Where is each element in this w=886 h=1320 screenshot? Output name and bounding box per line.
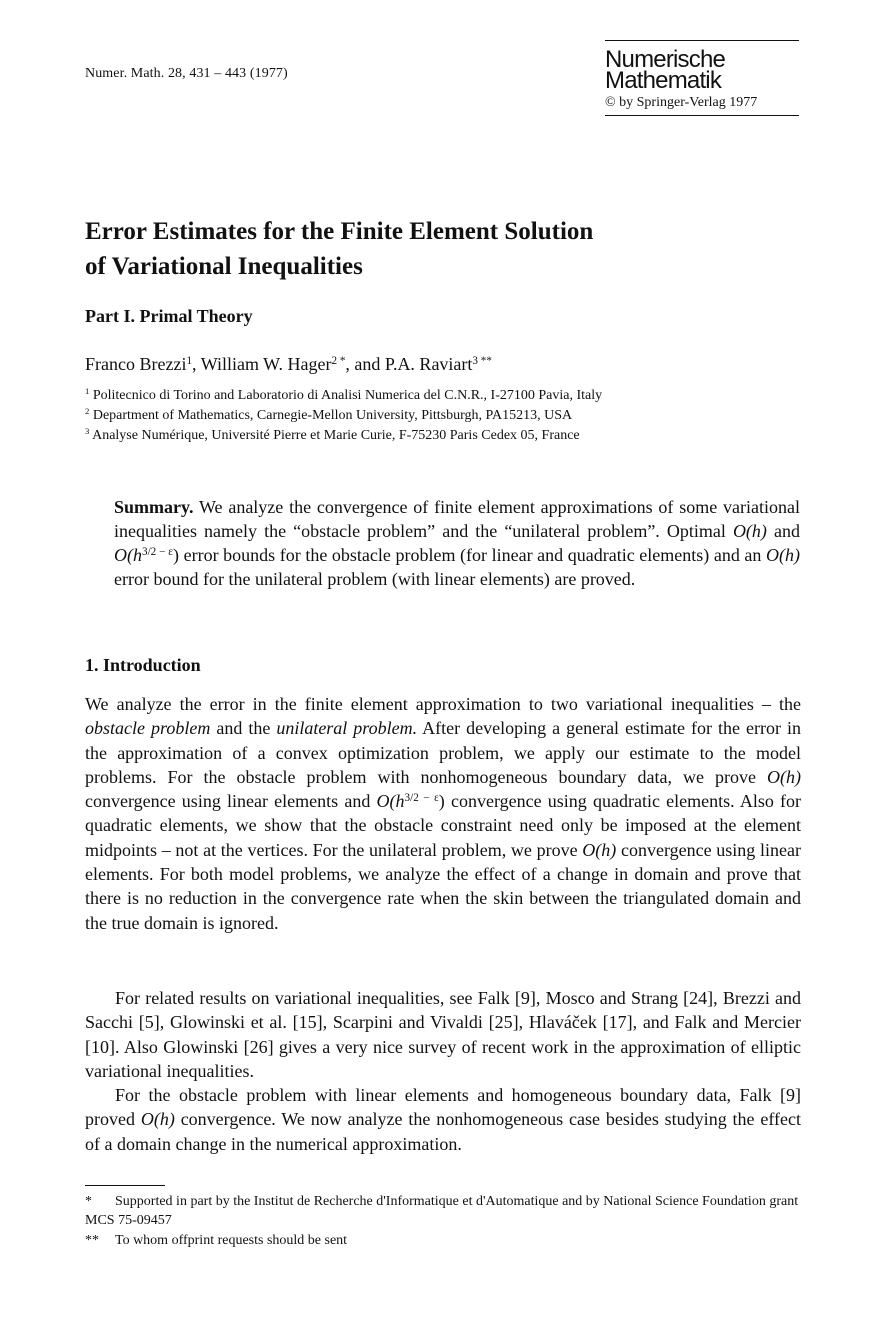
affiliation-number: 3 (85, 426, 90, 437)
math-expression: ) (438, 791, 445, 812)
body-paragraph (85, 692, 801, 935)
author-affil-mark: 1 (186, 354, 193, 367)
paragraph-text: After developing a general estimate for the error in the approximation of a convex optimization problem, we apply our estimate to the model problems. For the obstacle problem with nonhomogeneous boundary data, we prove (85, 718, 801, 787)
paragraph-text: convergence using linear elements and (85, 791, 377, 812)
footnote-divider (85, 1185, 165, 1186)
affiliation (85, 428, 580, 444)
author-affil-mark: 2 * (331, 354, 346, 367)
math-expression: O(h) (766, 545, 801, 565)
affiliation (85, 408, 572, 424)
journal-citation: Numer. Math. 28, 431 – 443 (1977) (85, 66, 288, 81)
affiliation-text: Department of Mathematics, Carnegie-Mellon University, Pittsburgh, PA15213, USA (92, 408, 573, 423)
math-expression: O(h) (140, 1109, 175, 1130)
paragraph-text: convergence. We now analyze the nonhomogeneous case besides studying the effect of a domain change in the numerical approximation. (85, 1109, 802, 1154)
footnote (85, 1231, 801, 1250)
emphasis-text: unilateral problem. (276, 718, 418, 739)
author-list (85, 354, 492, 375)
author-name: P.A. Raviart (384, 354, 473, 374)
paragraph-text: We analyze the error in the finite element approximation to two variational inequalities – the (85, 694, 801, 714)
paragraph-text: and the (210, 718, 277, 739)
footnote-mark: ** (85, 1233, 99, 1248)
title-line-1: Error Estimates for the Finite Element Solution (85, 218, 594, 245)
author-separator: , (192, 354, 201, 374)
footnote-text: To whom offprint requests should be sent (115, 1233, 348, 1248)
author-separator: , and (345, 354, 385, 374)
summary-label: Summary. (114, 497, 194, 517)
author-name: Franco Brezzi (85, 354, 187, 374)
affiliation-text: Politecnico di Torino and Laboratorio di Analisi Numerica del C.N.R., I-27100 Pavia, Italy (92, 388, 603, 403)
footnote-mark: * (85, 1194, 92, 1209)
math-expression: ) (173, 545, 179, 565)
masthead-bottom-rule (605, 115, 799, 116)
affiliation-text: Analyse Numérique, Université Pierre et Marie Curie, F-75230 Paris Cedex 05, France (92, 428, 580, 443)
paper-subtitle: Part I. Primal Theory (85, 306, 253, 326)
math-expression: O(h) (732, 521, 767, 541)
math-exponent: 3/2 − ε (404, 792, 439, 805)
summary-text: error bounds for the obstacle problem (for linear and quadratic elements) and an (179, 545, 767, 565)
math-expression: O(h (114, 545, 142, 565)
masthead-top-rule (605, 40, 799, 41)
footnote-text: Supported in part by the Institut de Recherche d'Informatique et d'Automatique and by National Science Foundation grant MCS 75-09457 (85, 1194, 799, 1228)
math-expression: O(h) (767, 766, 801, 787)
paragraph-text: convergence using quadratic elements. Also for quadratic elements, we show that the obstacle constraint need only be imposed at the element midpoints – not at the vertices. For the unilateral problem, we prove (85, 791, 802, 860)
section-heading: 1. Introduction (85, 655, 201, 675)
author-name: William W. Hager (200, 354, 332, 374)
affiliation (85, 388, 602, 404)
affiliation-number: 2 (85, 406, 90, 417)
summary-text: and (766, 521, 800, 541)
summary-text: error bound for the unilateral problem (with linear elements) are proved. (114, 569, 636, 589)
affiliation-number: 1 (85, 386, 90, 397)
summary-abstract (114, 495, 800, 591)
body-paragraph (85, 1083, 801, 1156)
journal-name-line1: Numerische (605, 46, 726, 73)
body-paragraph: For related results on variational inequalities, see Falk [9], Mosco and Strang [24], Brezzi and Sacchi [5], Glowinski et al. [15], Scarpini and Vivaldi [25], Hlaváček [17], and Falk and Mercier [10]. Also Glowinski [26] gives a very nice survey of recent work in the approximation of elliptic variational inequalities. (85, 988, 801, 1081)
math-expression: O(h (376, 791, 405, 812)
journal-name-line2: Mathematik (605, 67, 722, 94)
title-line-2: of Variational Inequalities (85, 253, 363, 280)
summary-text: We analyze the convergence of finite element approximations of some variational inequalities namely the “obstacle problem” and the “unilateral problem”. Optimal (114, 497, 800, 541)
paragraph-text: convergence using linear elements. For both model problems, we analyze the effect of a change in domain and prove that there is no reduction in the convergence rate when the skin between the triangulated domain and the true domain is ignored. (85, 839, 801, 933)
math-expression: O(h) (582, 839, 617, 860)
footnote (85, 1192, 801, 1230)
paragraph-text: For the obstacle problem with linear elements and homogeneous boundary data, Falk [9] proved (85, 1085, 801, 1130)
author-affil-mark: 3 ** (472, 354, 492, 367)
copyright-notice: © by Springer-Verlag 1977 (605, 95, 758, 110)
journal-masthead (605, 40, 799, 116)
math-exponent: 3/2 − ε (142, 545, 173, 558)
emphasis-text: obstacle problem (85, 718, 211, 739)
paper-title (85, 214, 805, 284)
